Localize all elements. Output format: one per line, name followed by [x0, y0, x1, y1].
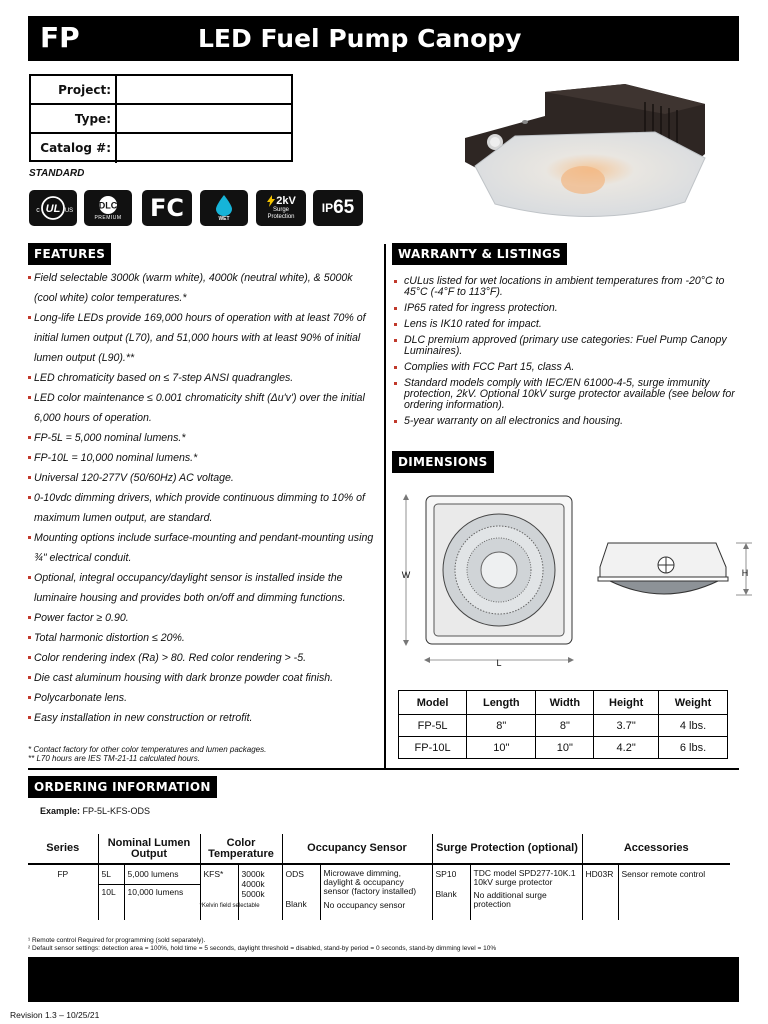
ip65-badge — [313, 190, 363, 226]
list-item: Mounting options include surface-mounting and pendant-mounting using ¾" electrical conduit. — [28, 528, 378, 568]
product-photo — [455, 80, 715, 230]
ordering-example — [40, 806, 150, 816]
occupancy-code: ODS — [285, 869, 304, 879]
surge-desc: No additional surge protection — [473, 890, 547, 909]
surge-code: SP10 — [435, 869, 457, 879]
header-bar — [28, 16, 739, 61]
ul-prefix-text: c — [36, 207, 40, 214]
example-value: FP-5L-KFS-ODS — [82, 806, 151, 816]
color-value: 4000k — [241, 879, 265, 889]
column-header: Height — [594, 691, 659, 715]
lumen-value: 5,000 lumens — [127, 869, 179, 879]
catalog-label: Catalog #: — [31, 134, 117, 163]
features-heading: FEATURES — [28, 243, 111, 265]
lumen-code: 5L — [101, 869, 111, 879]
list-item: Lens is IK10 rated for impact. — [392, 319, 742, 330]
column-header: Model — [399, 691, 467, 715]
top-view-drawing — [396, 490, 586, 670]
series-code: FP — [57, 869, 69, 879]
list-item: Die cast aluminum housing with dark bronze powder coat finish. — [28, 668, 378, 688]
lumen-codes-cell — [98, 864, 124, 920]
color-header: Color Temperature — [200, 834, 282, 864]
project-field[interactable] — [119, 76, 291, 103]
ip-prefix: IP — [321, 201, 334, 215]
list-item: Optional, integral occupancy/daylight sensor is installed inside the luminaire housing and provides both on/off and dimming functions. — [28, 568, 378, 608]
list-item: Easy installation in new construction or retrofit. — [28, 708, 378, 728]
table-cell: FP-10L — [399, 737, 467, 759]
wet-label: WET — [218, 216, 230, 222]
ordering-heading: ORDERING INFORMATION — [28, 776, 217, 798]
occupancy-header: Occupancy Sensor — [282, 834, 432, 864]
catalog-row — [31, 134, 291, 163]
ul-suffix-text: US — [64, 208, 74, 214]
list-item: Color rendering index (Ra) > 80. Red color rendering > -5. — [28, 648, 378, 668]
standard-label: STANDARD — [29, 168, 85, 179]
water-drop-icon — [214, 194, 234, 216]
list-item: Complies with FCC Part 15, class A. — [392, 362, 742, 373]
table-cell: 8" — [536, 715, 594, 737]
table-cell: 3.7" — [594, 715, 659, 737]
occupancy-desc-cell — [320, 864, 432, 920]
ordering-footnotes — [28, 937, 739, 953]
wet-location-badge — [200, 190, 248, 226]
table-row — [28, 864, 730, 920]
footnote: * Contact factory for other color temperatures and lumen packages. — [28, 745, 267, 754]
list-item: Standard models comply with IEC/EN 61000-4-5, surge immunity protection, 2kV. Optional 10kV surge protector available (see below for ordering information). — [392, 378, 742, 411]
height-label: H — [741, 568, 749, 578]
list-item: Power factor ≥ 0.90. — [28, 608, 378, 628]
accessories-header: Accessories — [582, 834, 730, 864]
project-info-table — [29, 74, 293, 162]
ul-icon — [32, 193, 74, 223]
color-code: KFS* — [200, 864, 238, 920]
list-item: LED chromaticity based on ≤ 7-step ANSI quadrangles. — [28, 368, 378, 388]
example-label: Example: — [40, 806, 81, 816]
product-title: LED Fuel Pump Canopy — [198, 24, 522, 53]
list-item: Field selectable 3000k (warm white), 4000k (neutral white), & 5000k (cool white) color temperatures.* — [28, 268, 378, 308]
lumen-code: 10L — [99, 884, 124, 897]
dimensions-table — [398, 690, 728, 759]
fcc-badge — [142, 190, 192, 226]
type-row — [31, 105, 291, 134]
ordering-table — [28, 834, 730, 920]
table-cell: 10" — [536, 737, 594, 759]
surge-line2: Protection — [267, 214, 295, 220]
dlc-icon — [93, 195, 123, 215]
column-header: Weight — [659, 691, 728, 715]
color-value: 5000k — [241, 889, 265, 899]
surge-protection-badge — [256, 190, 306, 226]
column-divider — [384, 244, 386, 769]
list-item: IP65 rated for ingress protection. — [392, 303, 742, 314]
lumen-header: Nominal Lumen Output — [98, 834, 200, 864]
fcc-mark: FC — [149, 194, 184, 222]
length-label: L — [496, 658, 502, 668]
surge-header: Surge Protection (optional) — [432, 834, 582, 864]
accessory-desc: Sensor remote control — [618, 864, 730, 920]
project-label: Project: — [31, 76, 117, 103]
accessory-code: HD03R — [582, 864, 618, 920]
side-view-drawing — [596, 535, 761, 610]
table-cell: 8" — [467, 715, 536, 737]
table-header-row — [28, 834, 730, 864]
column-header: Length — [467, 691, 536, 715]
surge-code: Blank — [435, 889, 457, 899]
footnote: ** L70 hours are IES TM-21-11 calculated hours. — [28, 754, 200, 763]
occupancy-desc: No occupancy sensor — [323, 900, 406, 910]
surge-desc-cell — [470, 864, 582, 920]
color-note: *Kelvin field selectable — [199, 903, 260, 909]
lumen-values-cell — [124, 864, 200, 920]
series-header: Series — [28, 834, 98, 864]
footer-bar — [28, 957, 739, 1002]
list-item: Total harmonic distortion ≤ 20%. — [28, 628, 378, 648]
ip-value: 65 — [333, 197, 355, 218]
color-value: 3000k — [241, 869, 265, 879]
section-divider — [28, 768, 739, 770]
footnote: ² Default sensor settings: detection area = 100%, hold time = 5 seconds, daylight threshold = disabled, stand-by period = 0 seconds, stand-by dimming level = 10% — [28, 945, 497, 952]
list-item: DLC premium approved (primary use categories: Fuel Pump Canopy Luminaires). — [392, 335, 742, 357]
occupancy-desc: Microwave dimming, daylight & occupancy sensor (factory installed) — [323, 868, 417, 896]
surge-line1: Surge — [272, 207, 289, 213]
lumen-value: 10,000 lumens — [125, 884, 200, 897]
project-row — [31, 76, 291, 105]
table-cell: 6 lbs. — [659, 737, 728, 759]
dlc-premium-badge — [84, 190, 132, 226]
list-item: LED color maintenance ≤ 0.001 chromaticity shift (Δu'v') over the initial 6,000 hours of operation. — [28, 388, 378, 428]
lightning-icon — [266, 195, 276, 207]
occupancy-code: Blank — [285, 899, 307, 909]
warranty-list — [392, 276, 742, 432]
surge-value: 2kV — [276, 195, 296, 207]
table-cell: 10" — [467, 737, 536, 759]
table-header-row — [399, 691, 728, 715]
table-row — [399, 715, 728, 737]
list-item: FP-5L = 5,000 nominal lumens.* — [28, 428, 378, 448]
list-item: Long-life LEDs provide 169,000 hours of operation with at least 70% of initial lumen output (L70), and 51,000 hours with at least 90% of initial lumen output (L90).** — [28, 308, 378, 368]
table-cell: 4 lbs. — [659, 715, 728, 737]
footnote: ¹ Remote control Required for programming (sold separately). — [28, 937, 206, 944]
list-item: cULus listed for wet locations in ambient temperatures from -20°C to 45°C (-4°F to 113°F). — [392, 276, 742, 298]
product-code: FP — [40, 21, 80, 54]
table-cell: FP-5L — [399, 715, 467, 737]
dlc-mark-text: DLC — [98, 200, 118, 211]
ul-mark-text: UL — [45, 203, 61, 215]
features-list — [28, 268, 378, 728]
list-item: 5-year warranty on all electronics and housing. — [392, 416, 742, 427]
table-row — [399, 737, 728, 759]
surge-desc: TDC model SPD277-10K.1 10kV surge protector — [473, 868, 576, 887]
list-item: Polycarbonate lens. — [28, 688, 378, 708]
catalog-field[interactable] — [119, 134, 291, 163]
features-footnotes — [28, 745, 378, 763]
type-field[interactable] — [119, 105, 291, 132]
list-item: FP-10L = 10,000 nominal lumens.* — [28, 448, 378, 468]
occupancy-codes-cell — [282, 864, 320, 920]
revision-label: Revision 1.3 – 10/25/21 — [10, 1010, 100, 1020]
width-label: W — [401, 570, 411, 580]
dimensions-heading: DIMENSIONS — [392, 451, 494, 473]
warranty-heading: WARRANTY & LISTINGS — [392, 243, 567, 265]
ul-listed-badge — [29, 190, 77, 226]
list-item: Universal 120-277V (50/60Hz) AC voltage. — [28, 468, 378, 488]
surge-codes-cell — [432, 864, 470, 920]
type-label: Type: — [31, 105, 117, 132]
list-item: 0-10vdc dimming drivers, which provide continuous dimming to 10% of maximum lumen output, are standard. — [28, 488, 378, 528]
table-cell: 4.2" — [594, 737, 659, 759]
dlc-sub-text: PREMIUM — [94, 215, 122, 221]
column-header: Width — [536, 691, 594, 715]
